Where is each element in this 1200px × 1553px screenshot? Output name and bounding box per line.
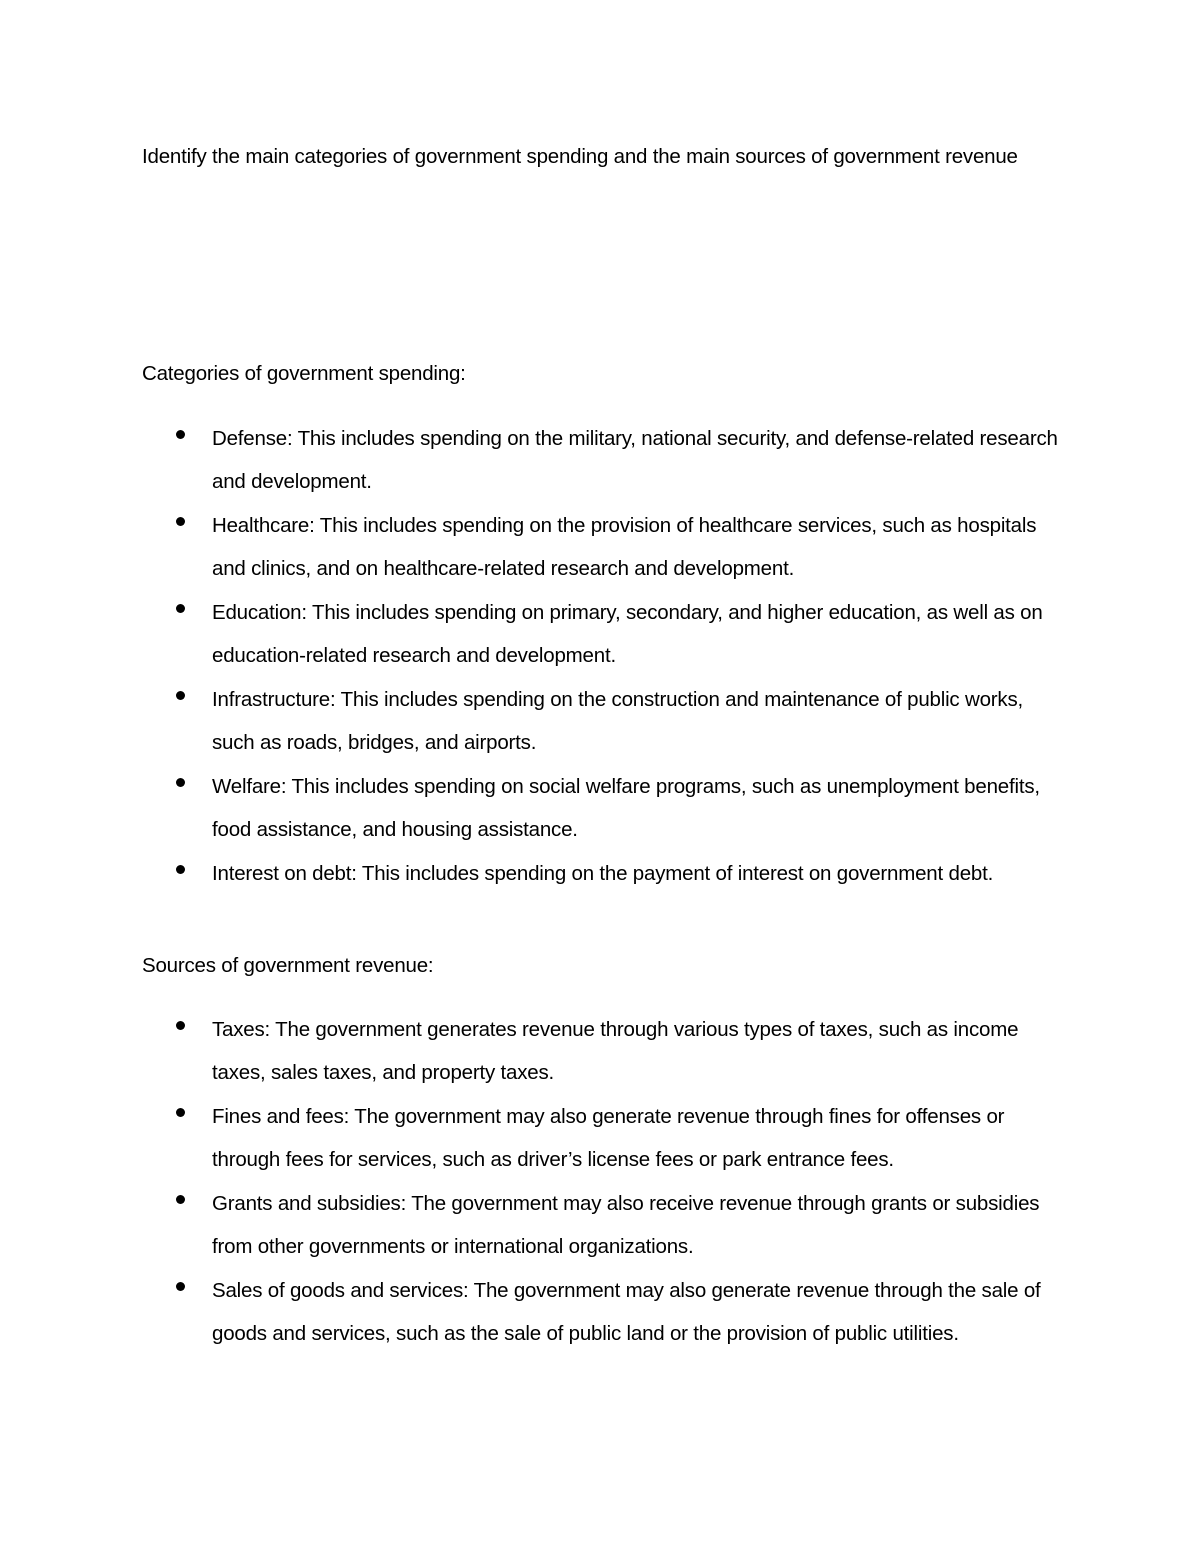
spending-item-text: Interest on debt: This includes spending on the payment of interest on government debt.: [212, 862, 994, 885]
spending-item-text: Welfare: This includes spending on social welfare programs, such as unemployment benefits, food assistance, and housing assistance.: [212, 775, 1040, 841]
revenue-list-item: [0, 1008, 1200, 1094]
bullet-icon: [176, 1195, 185, 1204]
revenue-heading: Sources of government revenue:: [142, 954, 434, 977]
spending-list-item: [0, 765, 1200, 851]
revenue-item-text: Sales of goods and services: The government may also generate revenue through the sale of goods and services, such as the sale of public land or the provision of public utilities.: [212, 1279, 1041, 1345]
spending-list-item: [0, 678, 1200, 764]
spending-item-text: Education: This includes spending on primary, secondary, and higher education, as well as on education-related research and development.: [212, 601, 1043, 667]
revenue-item-text: Fines and fees: The government may also generate revenue through fines for offenses or through fees for services, such as driver’s license fees or park entrance fees.: [212, 1105, 1005, 1171]
bullet-icon: [176, 865, 185, 874]
page-title: Identify the main categories of government spending and the main sources of government revenue: [142, 145, 1018, 168]
spending-item-text: Infrastructure: This includes spending on the construction and maintenance of public works, such as roads, bridges, and airports.: [212, 688, 1023, 754]
bullet-icon: [176, 1282, 185, 1291]
spending-list-item: [0, 417, 1200, 503]
spending-item-text: Defense: This includes spending on the military, national security, and defense-related research and development.: [212, 427, 1058, 493]
spending-list-item: [0, 591, 1200, 677]
bullet-icon: [176, 604, 185, 613]
bullet-icon: [176, 1108, 185, 1117]
revenue-list: [0, 1008, 1200, 1356]
spending-list: [0, 417, 1200, 896]
revenue-list-item: [0, 1182, 1200, 1268]
bullet-icon: [176, 517, 185, 526]
bullet-icon: [176, 430, 185, 439]
spending-list-item: [0, 504, 1200, 590]
spending-list-item: [0, 852, 1200, 895]
bullet-icon: [176, 691, 185, 700]
spending-item-text: Healthcare: This includes spending on the provision of healthcare services, such as hospitals and clinics, and on healthcare-related research and development.: [212, 514, 1037, 580]
revenue-list-item: [0, 1269, 1200, 1355]
spending-heading: Categories of government spending:: [142, 362, 466, 385]
revenue-item-text: Taxes: The government generates revenue through various types of taxes, such as income taxes, sales taxes, and property taxes.: [212, 1018, 1019, 1084]
bullet-icon: [176, 1021, 185, 1030]
revenue-item-text: Grants and subsidies: The government may also receive revenue through grants or subsidies from other governments or international organizations.: [212, 1192, 1040, 1258]
bullet-icon: [176, 778, 185, 787]
revenue-list-item: [0, 1095, 1200, 1181]
